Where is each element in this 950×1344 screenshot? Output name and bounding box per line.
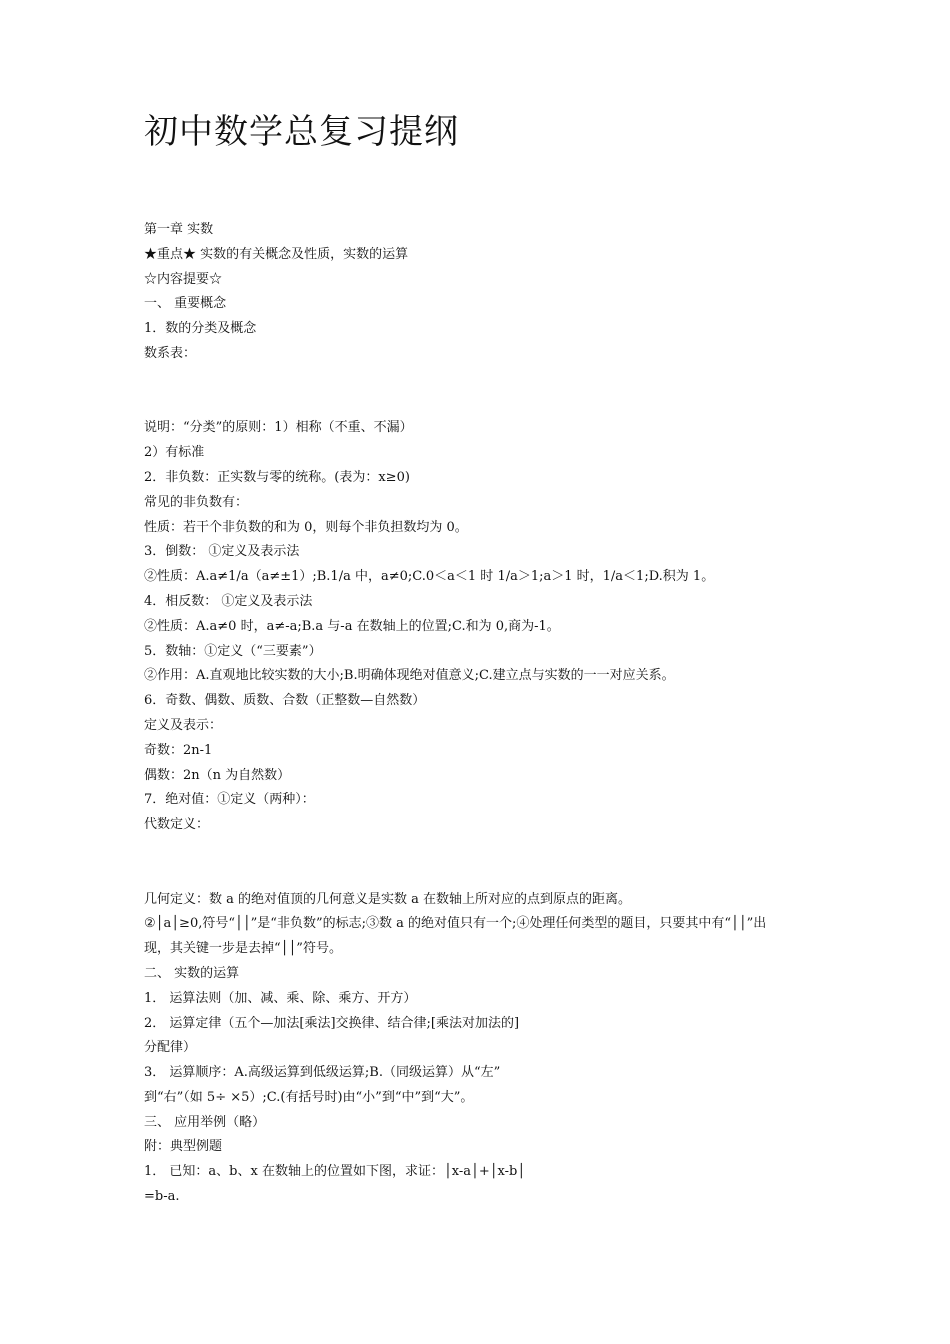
text-line: 5．数轴：①定义（“三要素”） bbox=[144, 643, 322, 659]
text-line: ☆内容提要☆ bbox=[144, 271, 223, 287]
text-line: 奇数：2n-1 bbox=[144, 742, 213, 758]
blank-line bbox=[144, 863, 824, 888]
blank-line bbox=[144, 838, 824, 863]
text-line: 6．奇数、偶数、质数、合数（正整数—自然数） bbox=[144, 693, 426, 709]
text-line: ②│a│≥0,符号“││”是“非负数”的标志;③数 a 的绝对值只有一个;④处理任何类型的题目，只要其中有“││”出 bbox=[144, 916, 767, 932]
text-line: ★重点★ 实数的有关概念及性质，实数的运算 bbox=[144, 246, 409, 262]
text-line: 3．倒数： ①定义及表示法 bbox=[144, 544, 300, 560]
text-line: 7．绝对值：①定义（两种）： bbox=[144, 792, 315, 808]
text-line: 2．非负数：正实数与零的统称。(表为：x≥0) bbox=[144, 469, 410, 485]
text-line: 偶数：2n（n 为自然数） bbox=[144, 767, 291, 783]
text-line: 二、 实数的运算 bbox=[144, 965, 240, 981]
text-line: 附：典型例题 bbox=[144, 1139, 223, 1155]
text-line: =b-a. bbox=[144, 1189, 180, 1205]
text-line: 第一章 实数 bbox=[144, 222, 214, 237]
text-line: 性质：若干个非负数的和为 0，则每个非负担数均为 0。 bbox=[144, 519, 468, 535]
text-line: 几何定义：数 a 的绝对值顶的几何意义是实数 a 在数轴上所对应的点到原点的距离。 bbox=[144, 891, 632, 907]
text-line: 现，其关键一步是去掉“││”符号。 bbox=[144, 941, 342, 957]
text-line: 1．数的分类及概念 bbox=[144, 321, 257, 337]
text-line: 三、 应用举例（略） bbox=[144, 1114, 266, 1130]
text-line: 3． 运算顺序：A.高级运算到低级运算;B.（同级运算）从“左” bbox=[144, 1065, 501, 1081]
text-line: 2）有标准 bbox=[144, 445, 205, 461]
text-line: ②性质：A.a≠1/a（a≠±1）;B.1/a 中，a≠0;C.0＜a＜1 时 1/a＞1;a＞1 时，1/a＜1;D.积为 1。 bbox=[144, 569, 715, 585]
text-line: 定义及表示： bbox=[144, 717, 223, 733]
text-line: 2． 运算定律（五个—加法[乘法]交换律、结合律;[乘法对加法的] bbox=[144, 1015, 520, 1031]
text-line: ②性质：A.a≠0 时，a≠-a;B.a 与-a 在数轴上的位置;C.和为 0,商为-1。 bbox=[144, 618, 560, 634]
text-line: 数系表： bbox=[144, 345, 197, 361]
text-line: 代数定义： bbox=[144, 817, 210, 833]
text-line: 分配律） bbox=[144, 1040, 197, 1056]
text-line: 常见的非负数有： bbox=[144, 494, 249, 510]
document-title: 初中数学总复习提纲 bbox=[144, 112, 459, 152]
blank-line bbox=[144, 392, 824, 417]
text-line: 1． 运算法则（加、减、乘、除、乘方、开方） bbox=[144, 990, 417, 1006]
text-line: 1． 已知：a、b、x 在数轴上的位置如下图，求证：│x-a│+│x-b│ bbox=[144, 1164, 526, 1180]
text-line: ②作用：A.直观地比较实数的大小;B.明确体现绝对值意义;C.建立点与实数的一一对应关系。 bbox=[144, 668, 675, 684]
document-body bbox=[144, 218, 824, 1210]
text-line: 说明：“分类”的原则：1）相称（不重、不漏） bbox=[144, 420, 413, 436]
blank-line bbox=[144, 367, 824, 392]
text-line: 一、 重要概念 bbox=[144, 296, 227, 312]
text-line: 4．相反数： ①定义及表示法 bbox=[144, 593, 313, 609]
text-line: 到“右”（如 5÷ ×5）;C.(有括号时)由“小”到“中”到“大”。 bbox=[144, 1089, 474, 1105]
